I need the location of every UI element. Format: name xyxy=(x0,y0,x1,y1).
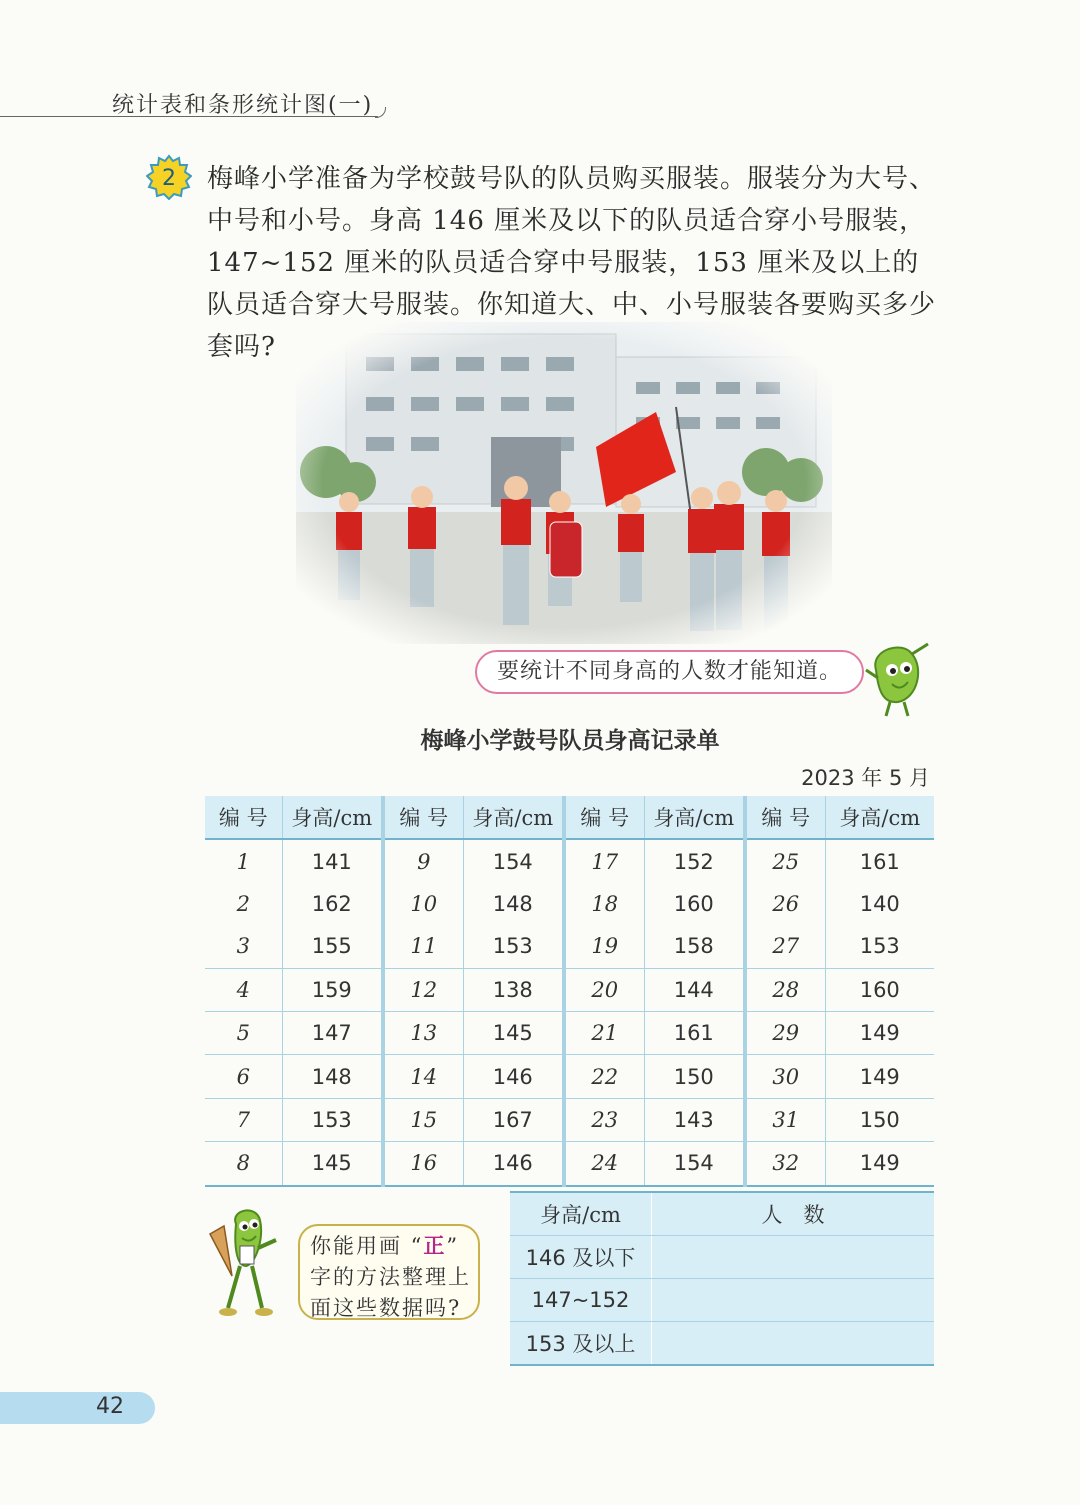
member-height: 160 xyxy=(825,968,934,1011)
member-number: 29 xyxy=(745,1011,825,1054)
member-height: 145 xyxy=(463,1011,564,1054)
table-date: 2023 年 5 月 xyxy=(801,766,930,790)
count-cell[interactable] xyxy=(652,1236,935,1279)
member-height: 153 xyxy=(282,1098,383,1141)
table-header-row xyxy=(205,796,934,839)
member-number: 28 xyxy=(745,968,825,1011)
table-row xyxy=(205,1055,934,1098)
speech-bubble-bottom xyxy=(298,1224,480,1320)
mascot-green-character-icon xyxy=(862,640,934,720)
count-header-count: 人 数 xyxy=(652,1192,935,1236)
member-height: 146 xyxy=(463,1142,564,1186)
speech-bottom-after: ” 字的方法整理上面这些数据吗? xyxy=(310,1234,471,1320)
count-table-row xyxy=(510,1236,934,1279)
member-number: 2 xyxy=(236,891,250,916)
height-range: 147~152 xyxy=(510,1279,652,1322)
member-height: 160 xyxy=(644,883,745,925)
speech-bubble-top: 要统计不同身高的人数才能知道。 xyxy=(475,650,864,694)
member-number: 17 xyxy=(564,839,644,882)
member-height: 141 xyxy=(282,839,383,882)
member-number: 16 xyxy=(383,1142,463,1186)
header-number: 编 号 xyxy=(383,796,463,839)
member-number: 20 xyxy=(564,968,644,1011)
member-height: 148 xyxy=(463,883,564,925)
member-height: 161 xyxy=(644,1011,745,1054)
member-number: 30 xyxy=(745,1055,825,1098)
table-row xyxy=(205,925,934,968)
member-number: 8 xyxy=(205,1142,282,1186)
member-height: 150 xyxy=(644,1055,745,1098)
header-height: 身高/cm xyxy=(644,796,745,839)
problem-text: 梅峰小学准备为学校鼓号队的队员购买服装。服装分为大号、中号和小号。身高 146 厘米及以下的队员适合穿小号服装，147~152 厘米的队员适合穿中号服装，153 厘米及以上的队员适合穿大号服装。你知道大、中、小号服装各要购买多少套吗? xyxy=(207,164,937,362)
member-number: 7 xyxy=(205,1098,282,1141)
member-height: 162 xyxy=(282,883,383,925)
header-height: 身高/cm xyxy=(825,796,934,839)
member-number: 9 xyxy=(383,839,463,882)
member-height: 140 xyxy=(825,883,934,925)
member-number: 11 xyxy=(383,925,463,968)
count-header-height: 身高/cm xyxy=(510,1192,652,1236)
table-row xyxy=(205,883,934,925)
member-number: 13 xyxy=(383,1011,463,1054)
member-number: 31 xyxy=(745,1098,825,1141)
member-number: 21 xyxy=(564,1011,644,1054)
table-row xyxy=(205,1142,934,1186)
speech-bottom-before: 你能用画 “ xyxy=(310,1234,424,1258)
member-number: 18 xyxy=(564,883,644,925)
problem-number: 2 xyxy=(162,166,176,191)
member-number: 22 xyxy=(564,1055,644,1098)
header-number: 编 号 xyxy=(205,796,282,839)
member-number: 24 xyxy=(564,1142,644,1186)
member-height: 152 xyxy=(644,839,745,882)
count-table-header-row xyxy=(510,1192,934,1236)
header-number: 编 号 xyxy=(564,796,644,839)
member-height: 147 xyxy=(282,1011,383,1054)
drum-band-photo xyxy=(296,322,832,644)
height-range: 146 及以下 xyxy=(510,1236,652,1279)
mascot-green-character-icon xyxy=(206,1204,286,1320)
member-height: 145 xyxy=(282,1142,383,1186)
member-number: 1 xyxy=(236,849,250,874)
member-height: 154 xyxy=(463,839,564,882)
header-height: 身高/cm xyxy=(282,796,383,839)
member-height: 159 xyxy=(282,968,383,1011)
member-number: 12 xyxy=(383,968,463,1011)
member-height: 153 xyxy=(463,925,564,968)
member-number: 14 xyxy=(383,1055,463,1098)
member-height: 144 xyxy=(644,968,745,1011)
member-height: 153 xyxy=(825,925,934,968)
header-rule xyxy=(0,116,378,117)
page-number-tab xyxy=(0,1392,155,1424)
problem-number-badge xyxy=(146,154,192,200)
member-height: 158 xyxy=(644,925,745,968)
member-number: 15 xyxy=(383,1098,463,1141)
member-number: 32 xyxy=(745,1142,825,1186)
table-row xyxy=(205,1011,934,1054)
member-height: 138 xyxy=(463,968,564,1011)
page-number: 42 xyxy=(96,1394,124,1419)
header-height: 身高/cm xyxy=(463,796,564,839)
count-cell[interactable] xyxy=(652,1279,935,1322)
count-table-row xyxy=(510,1279,934,1322)
table-row xyxy=(205,839,934,882)
member-number: 25 xyxy=(745,839,825,882)
height-range: 153 及以上 xyxy=(510,1322,652,1366)
member-number: 10 xyxy=(383,883,463,925)
table-title: 梅峰小学鼓号队员身高记录单 xyxy=(420,728,720,754)
member-height: 161 xyxy=(825,839,934,882)
member-number: 19 xyxy=(564,925,644,968)
member-height: 148 xyxy=(282,1055,383,1098)
member-number: 23 xyxy=(564,1098,644,1141)
count-table-row xyxy=(510,1322,934,1366)
member-height: 150 xyxy=(825,1098,934,1141)
member-height: 143 xyxy=(644,1098,745,1141)
member-height: 149 xyxy=(825,1055,934,1098)
member-height: 167 xyxy=(463,1098,564,1141)
member-number: 26 xyxy=(745,883,825,925)
member-height: 155 xyxy=(282,925,383,968)
member-number: 6 xyxy=(205,1055,282,1098)
chapter-title: 统计表和条形统计图(一) xyxy=(112,93,374,118)
table-row xyxy=(205,968,934,1011)
height-count-table xyxy=(510,1191,934,1366)
speech-bottom-highlight: 正 xyxy=(423,1233,447,1258)
header-number: 编 号 xyxy=(745,796,825,839)
height-record-table xyxy=(205,796,934,1187)
table-row xyxy=(205,1098,934,1141)
member-number: 27 xyxy=(745,925,825,968)
member-height: 146 xyxy=(463,1055,564,1098)
count-cell[interactable] xyxy=(652,1322,935,1366)
member-number: 5 xyxy=(205,1011,282,1054)
member-number: 4 xyxy=(205,968,282,1011)
member-height: 149 xyxy=(825,1011,934,1054)
member-height: 154 xyxy=(644,1142,745,1186)
member-height: 149 xyxy=(825,1142,934,1186)
member-number: 3 xyxy=(205,925,282,968)
